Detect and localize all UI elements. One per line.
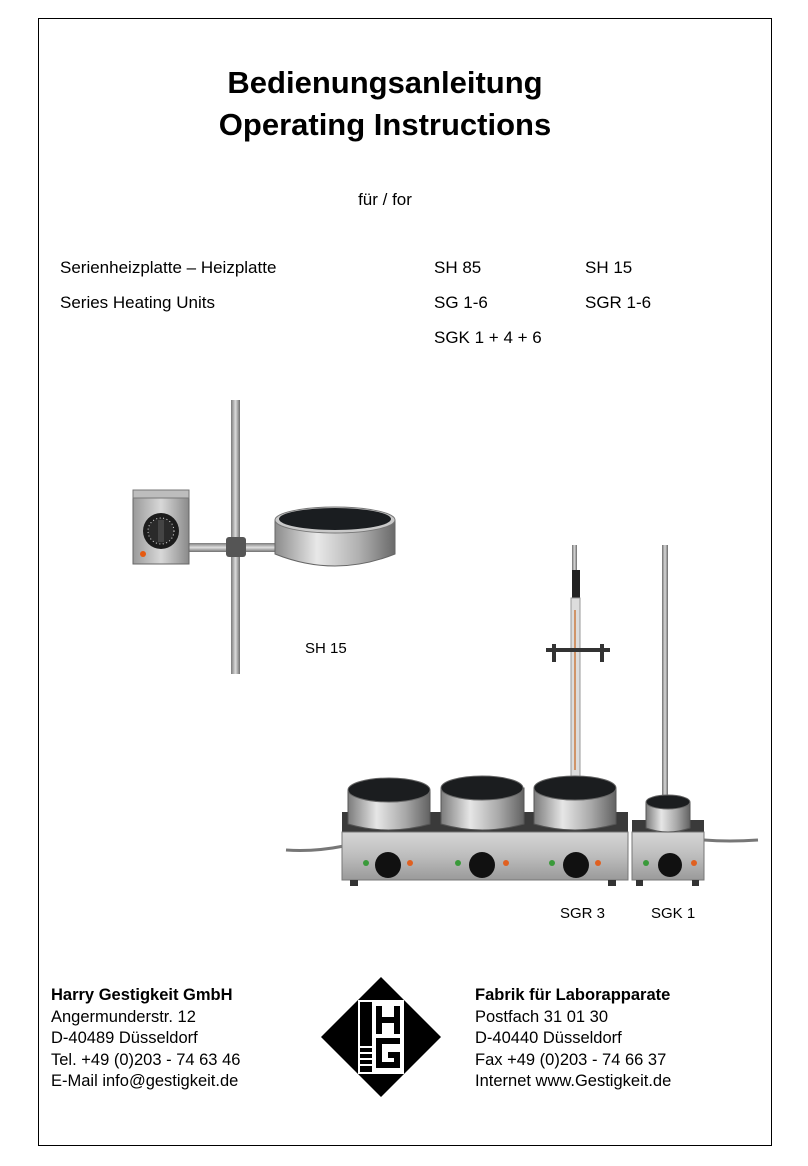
company-street: Angermunderstr. 12: [51, 1007, 196, 1026]
factory-fax: Fax +49 (0)203 - 74 66 37: [475, 1050, 667, 1069]
model-sgr1-6: SGR 1-6: [585, 293, 652, 312]
caption-sgk1: SGK 1: [651, 905, 696, 922]
model-sgk: SGK 1 + 4 + 6: [434, 328, 542, 347]
factory-web: Internet www.Gestigkeit.de: [475, 1072, 672, 1090]
model-sh85: SH 85: [434, 258, 482, 277]
title-english: Operating Instructions: [218, 107, 552, 142]
company-address: [51, 985, 240, 1093]
sgr3-sgk1-photo: [284, 540, 760, 895]
for-label: für / for: [358, 190, 412, 209]
company-email: E-Mail info@gestigkeit.de: [51, 1072, 239, 1090]
factory-postbox: Postfach 31 01 30: [475, 1007, 609, 1026]
product-label-english: Series Heating Units: [60, 293, 215, 312]
company-city: D-40489 Düsseldorf: [51, 1029, 198, 1047]
factory-address: [475, 985, 671, 1093]
title-german: Bedienungsanleitung: [227, 65, 543, 100]
caption-sgr3: SGR 3: [560, 905, 606, 922]
product-label-german: Serienheizplatte – Heizplatte: [60, 258, 277, 277]
factory-city: D-40440 Düsseldorf: [475, 1029, 622, 1047]
company-name: Harry Gestigkeit GmbH: [51, 986, 233, 1004]
hg-logo: [320, 976, 442, 1098]
model-sg1-6: SG 1-6: [434, 293, 488, 312]
caption-sh15: SH 15: [305, 640, 347, 657]
factory-name: Fabrik für Laborapparate: [475, 986, 671, 1004]
model-sh15: SH 15: [585, 258, 633, 277]
company-phone: Tel. +49 (0)203 - 74 63 46: [51, 1050, 241, 1069]
